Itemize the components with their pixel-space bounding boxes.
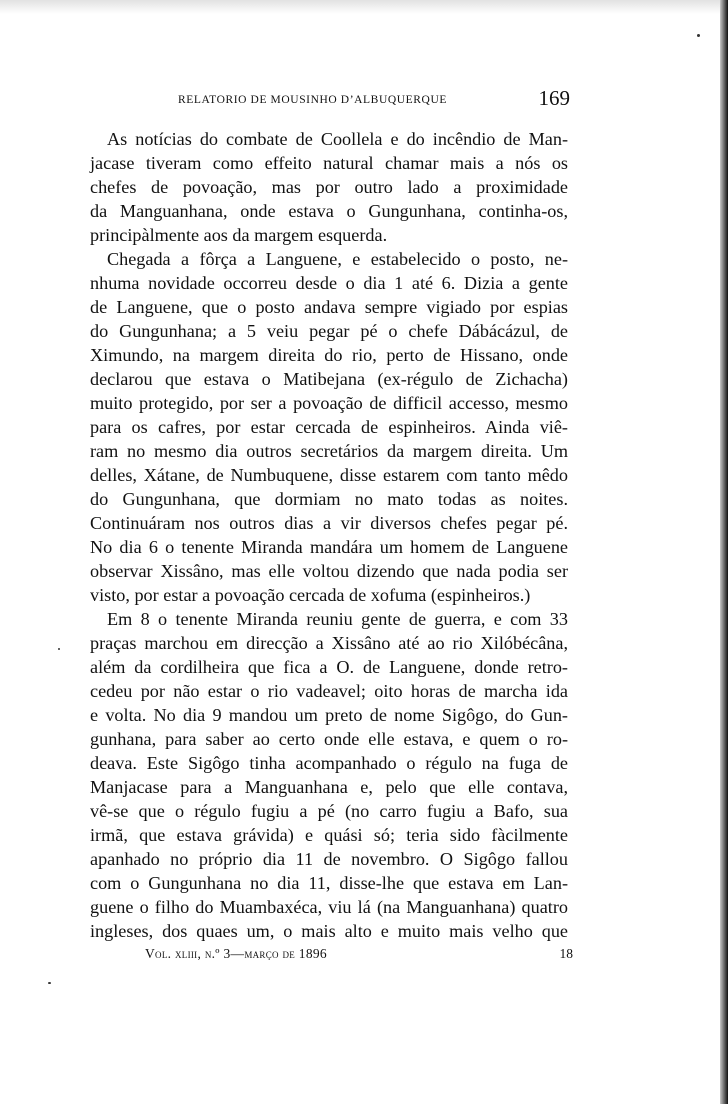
text-line: principàlmente aos da margem esquerda.: [90, 225, 388, 245]
ink-speck: [58, 648, 60, 650]
text-line: além da cordilheira que fica a O. de Languene, donde retro-: [90, 657, 568, 677]
text-line: muito protegido, por ser a povoação de difficil accesso, mesmo: [90, 393, 568, 413]
text-line: ram no mesmo dia outros secretários da margem direita. Um: [90, 441, 568, 461]
text-line: deava. Este Sigôgo tinha acompanhado o régulo na fuga de: [90, 753, 568, 773]
text-line: Ximundo, na margem direita do rio, perto de Hissano, onde: [90, 345, 568, 365]
text-line: Continuáram nos outros dias a vir diversos chefes pegar pé.: [90, 513, 568, 533]
text-line: No dia 6 o tenente Miranda mandára um homem de Languene: [90, 537, 568, 557]
text-line: chefes de povoação, mas por outro lado a proximidade: [90, 177, 568, 197]
signature-mark: 18: [559, 946, 573, 961]
text-line: As notícias do combate de Coollela e do incêndio de Man-: [107, 129, 568, 149]
ink-speck: [48, 982, 51, 984]
text-line: da Manguanhana, onde estava o Gungunhana, continha-os,: [90, 201, 568, 221]
text-line: nhuma novidade occorreu desde o dia 1 até 6. Dizia a gente: [90, 273, 568, 293]
text-line: delles, Xátane, de Numbuquene, disse estarem com tanto mêdo: [90, 465, 568, 485]
page-footer: [145, 944, 573, 968]
ink-speck: [697, 34, 700, 37]
page-top-shadow: [0, 0, 728, 14]
text-line: apanhado no próprio dia 11 de novembro. O Sigôgo fallou: [90, 849, 568, 869]
text-line: do Gungunhana; a 5 veiu pegar pé o chefe Dábácázul, de: [90, 321, 568, 341]
running-header: [178, 86, 570, 116]
text-line: com o Gungunhana no dia 11, disse-lhe que estava em Lan-: [90, 873, 568, 893]
volume-info: Vol. xliii, n.º 3—março de 1896: [145, 946, 327, 961]
text-line: guene o filho do Muambaxéca, viu lá (na Manguanhana) quatro: [90, 897, 568, 917]
running-title: RELATORIO DE MOUSINHO D’ALBUQUERQUE: [178, 94, 447, 106]
text-line: observar Xissâno, mas elle voltou dizendo que nada podia ser: [90, 561, 568, 581]
text-line: irmã, que estava grávida) e quási só; teria sido fàcilmente: [90, 825, 568, 845]
text-line: e volta. No dia 9 mandou um preto de nome Sigôgo, do Gun-: [90, 705, 568, 725]
text-line: gunhana, para saber ao certo onde elle estava, e quem o ro-: [90, 729, 568, 749]
text-line: ingleses, dos quaes um, o mais alto e muito mais velho que: [90, 921, 568, 941]
text-line: Manjacase para a Manguanhana e, pelo que elle contava,: [90, 777, 568, 797]
body-text: [90, 127, 568, 943]
text-line: vê-se que o régulo fugiu a pé (no carro fugiu a Bafo, sua: [90, 801, 568, 821]
text-line: praças marchou em direcção a Xissâno até ao rio Xilóbécâna,: [90, 633, 568, 653]
text-line: cedeu por não estar o rio vadeavel; oito horas de marcha ida: [90, 681, 568, 701]
text-line: jacase tiveram como effeito natural chamar mais a nós os: [90, 153, 568, 173]
text-line: Em 8 o tenente Miranda reuniu gente de guerra, e com 33: [107, 609, 568, 629]
page-right-edge: [720, 0, 728, 1104]
text-line: Chegada a fôrça a Languene, e estabelecido o posto, ne-: [107, 249, 568, 269]
text-line: do Gungunhana, que dormiam no mato todas as noites.: [90, 489, 568, 509]
page-number: 169: [538, 86, 570, 110]
text-line: visto, por estar a povoação cercada de xofuma (espinheiros.): [90, 585, 531, 605]
text-line: para os cafres, por estar cercada de espinheiros. Ainda viê-: [90, 417, 568, 437]
text-line: de Languene, que o posto andava sempre vigiado por espias: [90, 297, 568, 317]
text-line: declarou que estava o Matibejana (ex-régulo de Zichacha): [90, 369, 568, 389]
